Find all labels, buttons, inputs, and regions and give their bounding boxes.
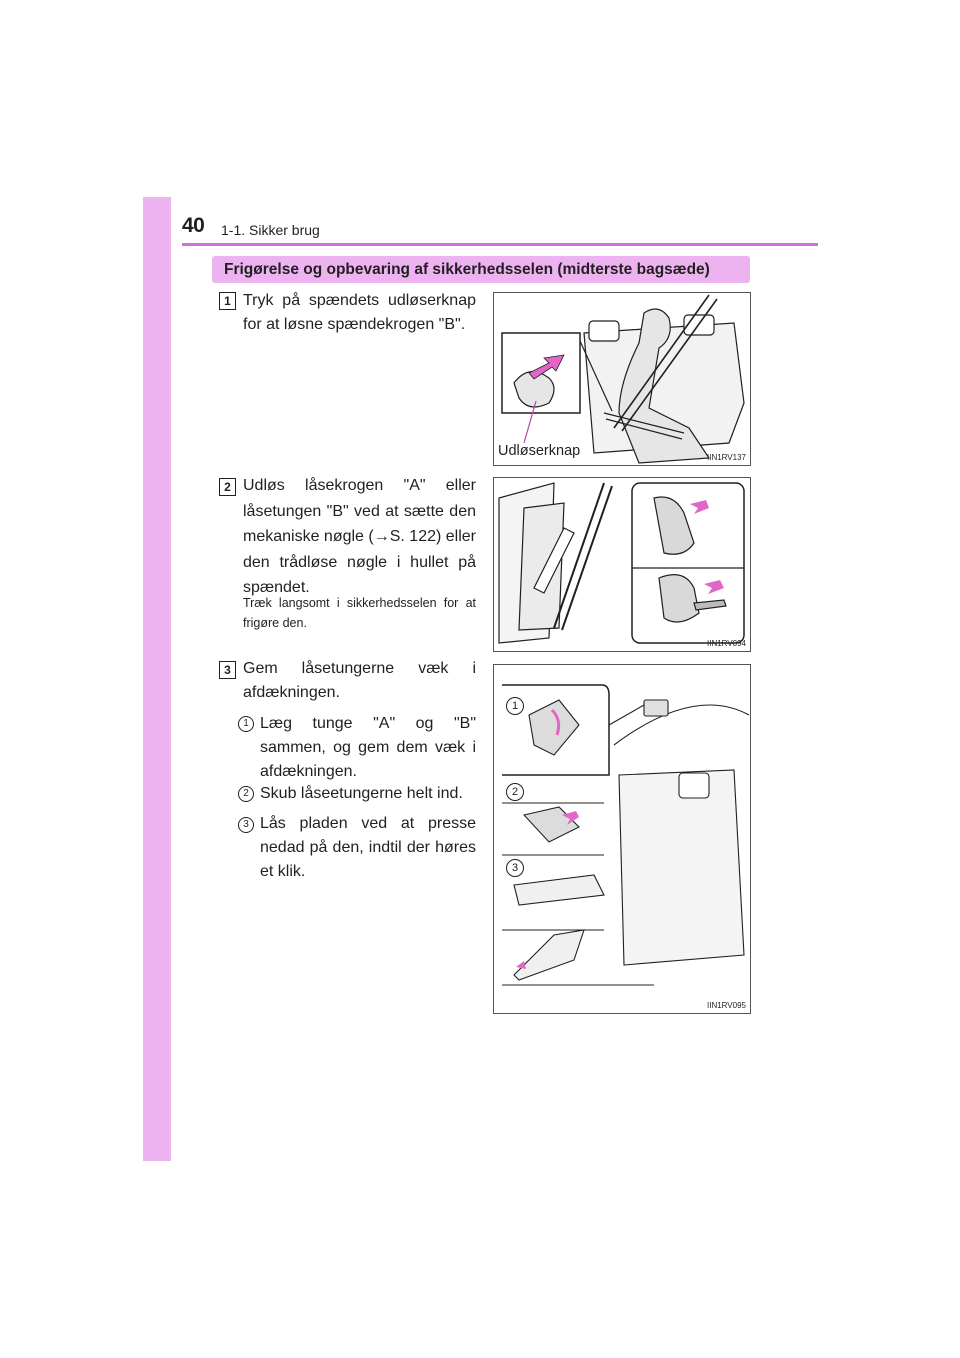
substep-number-1: 1 [238, 716, 254, 732]
step-2-note: Træk langsomt i sikkerhedsselen for at frigøre den. [243, 596, 476, 630]
seat-release-illustration [494, 293, 750, 465]
step-3-text: Gem låsetungerne væk i afdækningen. [243, 660, 476, 701]
step-number-3: 3 [219, 661, 236, 679]
figure-callout-1: 1 [506, 697, 524, 715]
substep-2-text: Skub låseetungerne helt ind. [260, 785, 463, 802]
substep-number-2: 2 [238, 786, 254, 802]
figure-code-2: IIN1RV094 [707, 639, 746, 648]
figure-code-3: IIN1RV095 [707, 1001, 746, 1010]
substep-number-3: 3 [238, 817, 254, 833]
page-number: 40 [182, 214, 205, 237]
chapter-title: 1-1. Sikker brug [221, 222, 320, 238]
step-2-text: Udløs låsekrogen "A" eller låsetungen "B" ved at sætte den mekaniske nøgle (→S. 122) eller den trådløse nøgle i hullet på spændet. [243, 477, 476, 596]
step-1-text: Tryk på spændets udløserknap for at løsne spændekrogen "B". [243, 292, 476, 333]
step-number-1: 1 [219, 292, 236, 310]
figure-callout-3: 3 [506, 859, 524, 877]
storage-cover-illustration [494, 665, 750, 1013]
figure-store-tongues [493, 664, 751, 1014]
header-rule [182, 243, 818, 246]
step-number-2: 2 [219, 478, 236, 496]
chapter-sidebar-tab [143, 197, 171, 1161]
substep-1-text: Læg tunge "A" og "B" sammen, og gem dem væk i afdækningen. [260, 715, 476, 780]
figure-mechanical-key [493, 477, 751, 652]
figure-callout-2: 2 [506, 783, 524, 801]
buckle-key-illustration [494, 478, 750, 651]
section-title: Frigørelse og opbevaring af sikkerhedsselen (midterste bagsæde) [212, 256, 750, 283]
substep-3-text: Lås pladen ved at presse nedad på den, indtil der høres et klik. [260, 815, 476, 880]
figure-release-button [493, 292, 751, 466]
figure-code-1: IIN1RV137 [707, 453, 746, 462]
release-button-label: Udløserknap [498, 443, 581, 459]
